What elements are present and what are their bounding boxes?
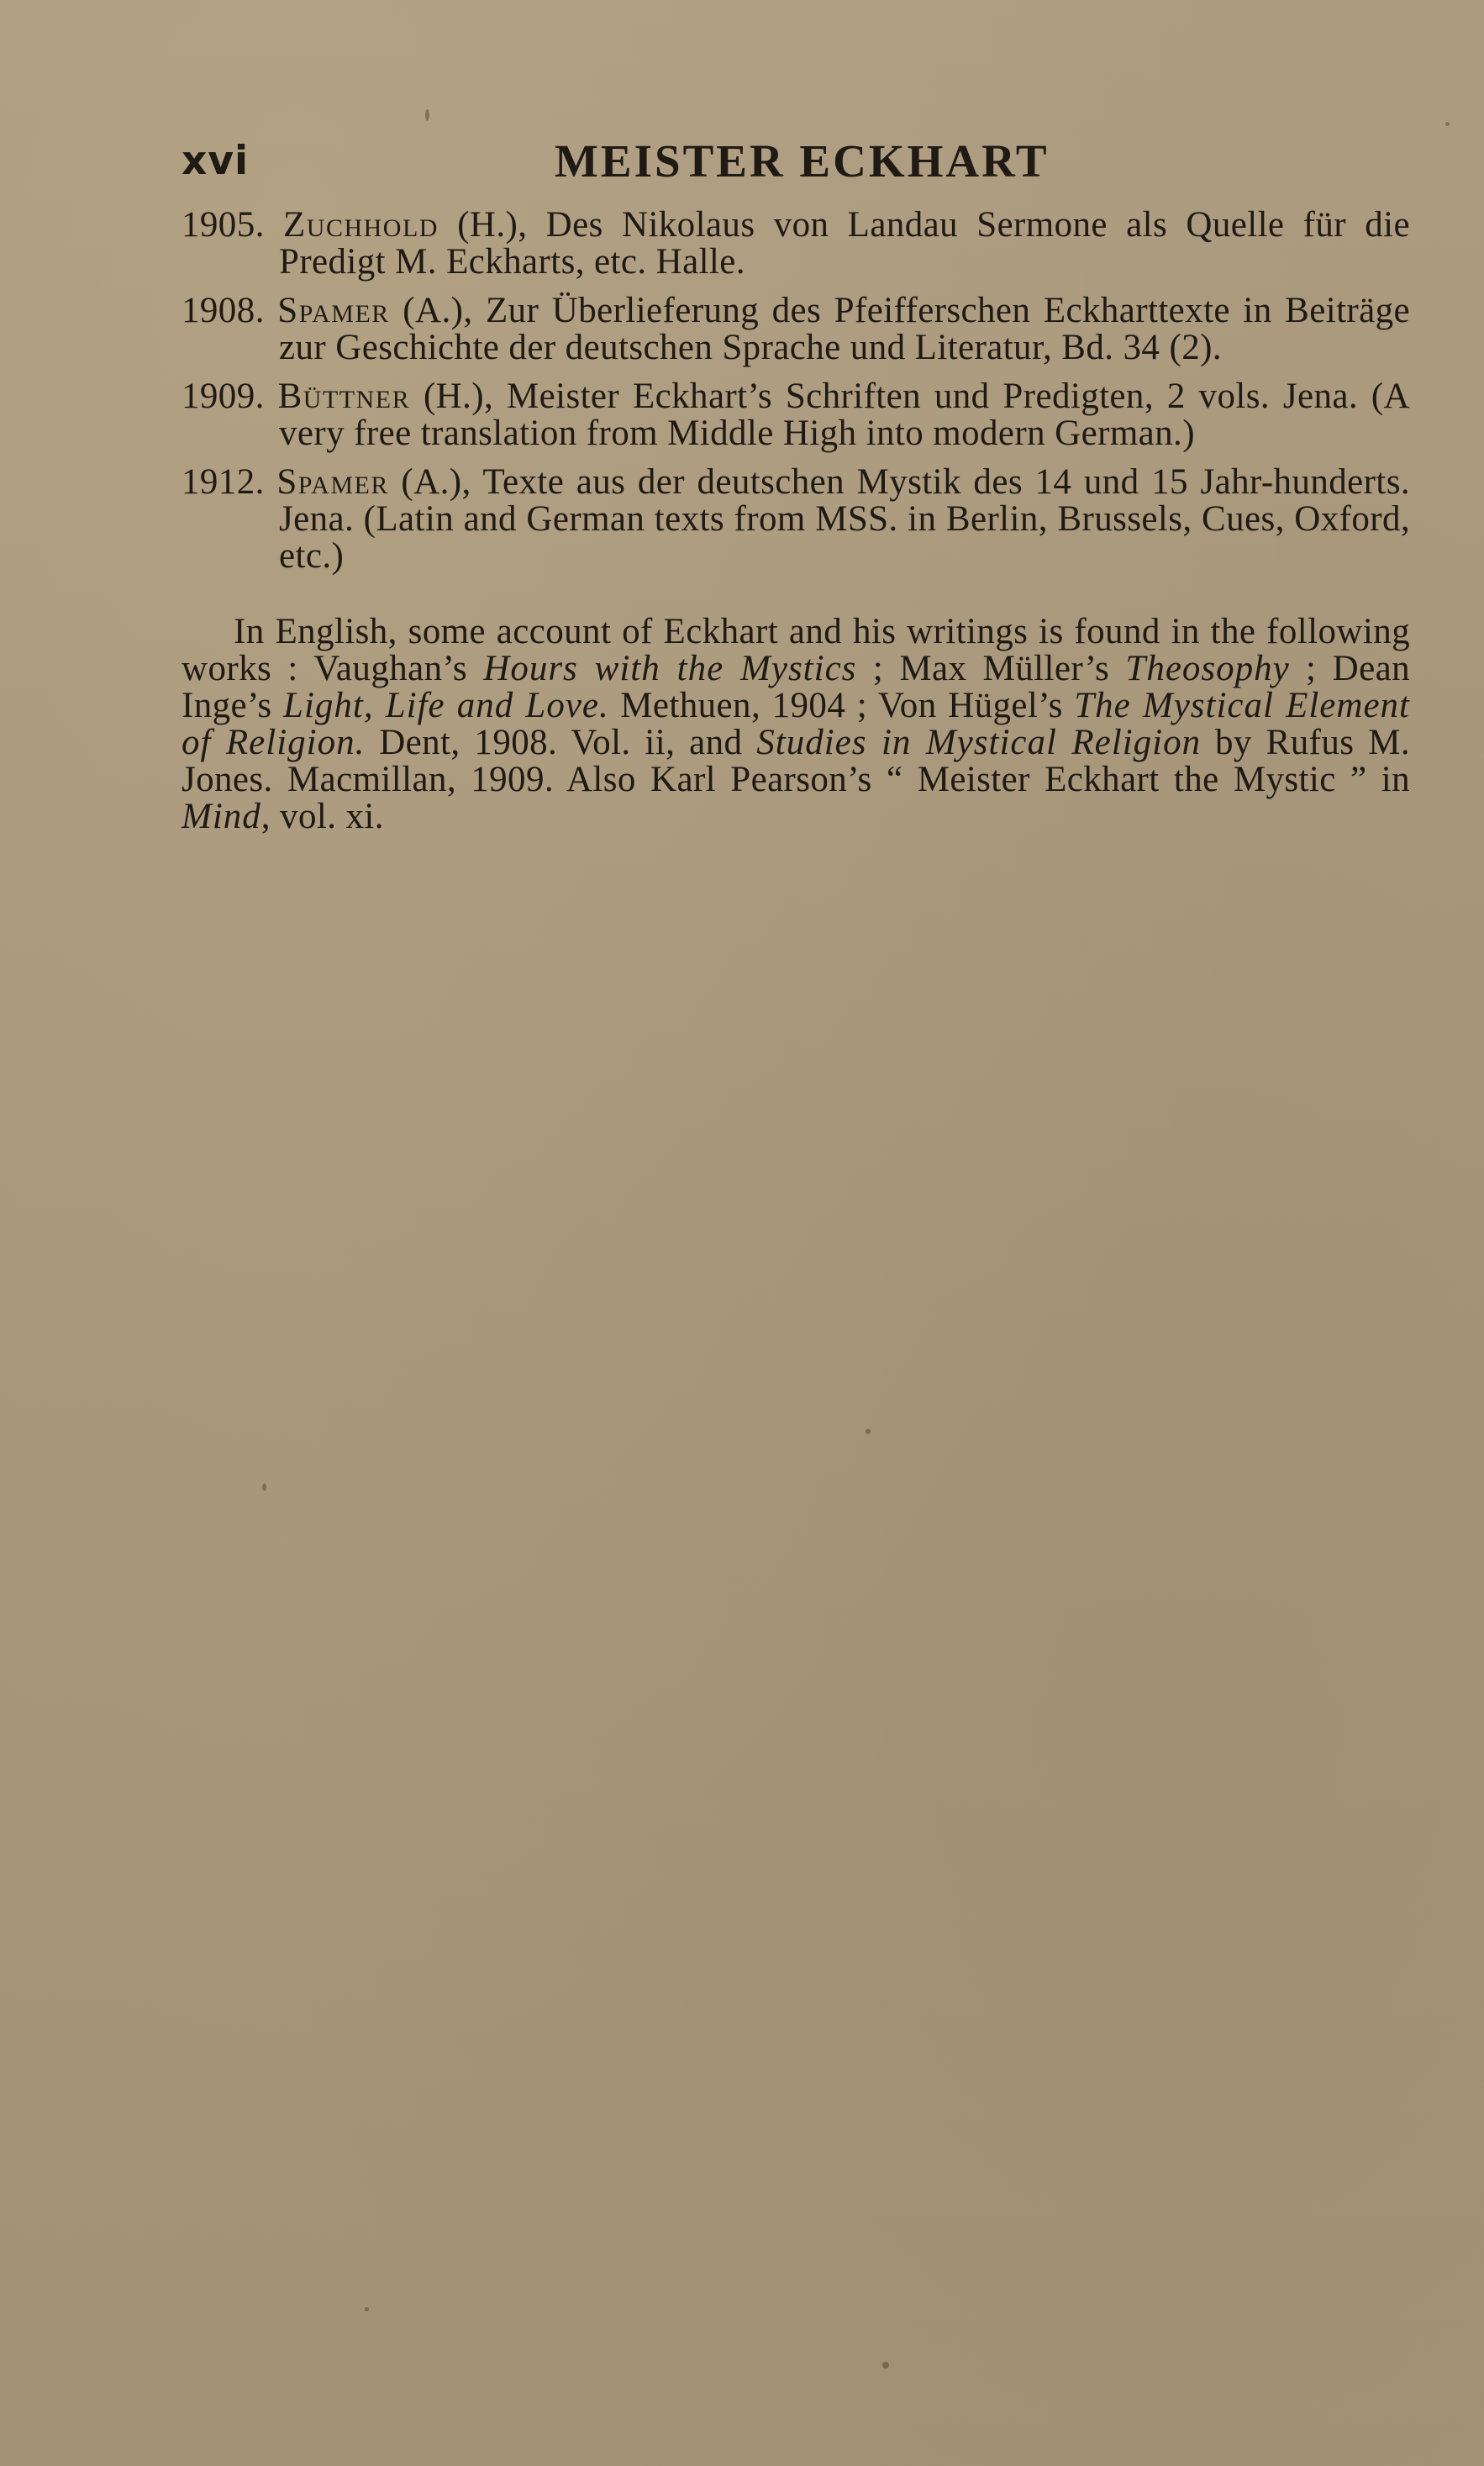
english-sources-paragraph	[182, 614, 1410, 835]
paper-speck	[365, 2307, 369, 2311]
paragraph-text: In English, some account of Eckhart and his writings is found in the following works : Vaughan’s	[182, 612, 1410, 688]
entry-author: Zuchhold	[283, 205, 439, 245]
entry-author: Spamer	[277, 291, 390, 330]
bibliography-entry	[182, 378, 1410, 452]
page-header	[182, 134, 1410, 195]
running-head: MEISTER ECKHART	[555, 135, 1050, 187]
paragraph-text: , vol. xi.	[260, 797, 384, 836]
paper-speck	[866, 1429, 871, 1434]
paper-speck	[882, 2362, 889, 2369]
paper-speck	[425, 109, 429, 121]
bibliography-entry	[182, 464, 1410, 575]
entry-text: (A.), Texte aus der deutschen Mystik des 14 und 15 Jahr-hunderts. Jena. (Latin and German texts from MSS. in Berlin, Brussels, Cues, Oxford, etc.)	[279, 462, 1410, 576]
paper-speck	[1445, 122, 1450, 126]
book-title: Studies in Mystical Religion	[756, 723, 1202, 762]
paragraph-text: ; Max Müller’s	[856, 649, 1126, 688]
paragraph-text: ; Dean Inge’s	[182, 649, 1410, 725]
book-title: The Mystical Element of Religion.	[182, 686, 1410, 762]
page-number: xvi	[182, 138, 250, 184]
book-title: Mind	[182, 797, 261, 836]
book-title: Hours with the Mystics	[483, 649, 857, 688]
entry-author: Spamer	[276, 462, 389, 502]
bibliography-entry	[182, 292, 1410, 366]
paper-speck	[262, 1483, 266, 1491]
book-title: Theosophy	[1125, 649, 1290, 688]
entry-year: 1908.	[182, 291, 265, 330]
paragraph-text: Methuen, 1904 ; Von Hügel’s	[608, 686, 1075, 725]
bibliography-entry	[182, 207, 1410, 281]
book-title: Light, Life and Love.	[283, 686, 609, 725]
entry-text: (H.), Des Nikolaus von Landau Sermone als Quelle für die Predigt M. Eckharts, etc. Halle.	[279, 205, 1410, 282]
entry-year: 1909.	[182, 377, 265, 416]
entry-year: 1905.	[182, 205, 265, 245]
entry-text: (A.), Zur Überlieferung des Pfeifferschen Eckharttexte in Beiträge zur Geschichte der deutschen Sprache und Literatur, Bd. 34 (2).	[279, 291, 1411, 367]
paragraph-text: Dent, 1908. Vol. ii, and	[365, 723, 757, 762]
paragraph-text: by Rufus M. Jones. Macmillan, 1909. Also Karl Pearson’s “ Meister Eckhart the Mystic ” in	[182, 723, 1410, 799]
entry-year: 1912.	[182, 462, 265, 502]
entry-author: Büttner	[277, 377, 411, 416]
bibliography-list	[182, 207, 1410, 587]
entry-text: (H.), Meister Eckhart’s Schriften und Predigten, 2 vols. Jena. (A very free translation from Middle High into modern German.)	[279, 377, 1411, 453]
